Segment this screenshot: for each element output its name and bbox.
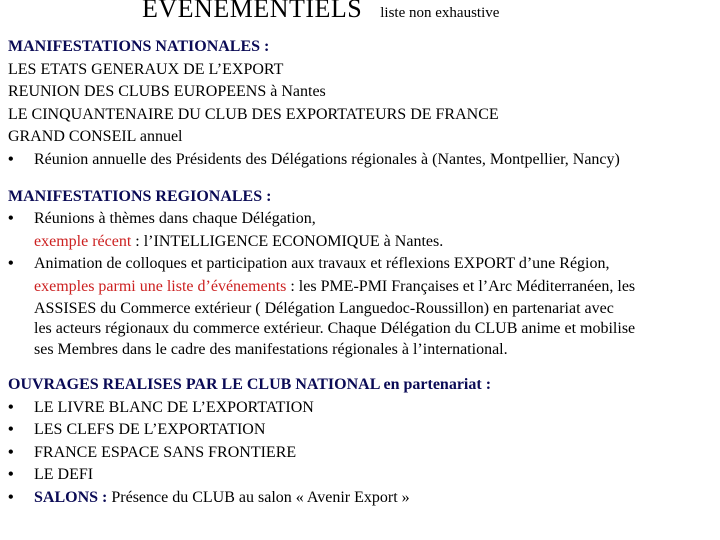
bullet-icon: • bbox=[8, 150, 14, 168]
bullet-text: LE DEFI bbox=[34, 466, 94, 484]
bullet-item bbox=[8, 464, 714, 487]
example-line bbox=[8, 276, 714, 299]
bullet-item bbox=[8, 208, 714, 231]
list-item: REUNION DES CLUBS EUROPEENS à Nantes bbox=[8, 83, 326, 101]
bullet-text: LE LIVRE BLANC DE L’EXPORTATION bbox=[34, 398, 314, 416]
example-label: exemple récent bbox=[34, 232, 132, 250]
bullet-item bbox=[8, 397, 714, 420]
paragraph-line: ses Membres dans le cadre des manifestations régionales à l’international. bbox=[34, 340, 508, 358]
bullet-text: FRANCE ESPACE SANS FRONTIERE bbox=[34, 443, 297, 461]
bullet-icon: • bbox=[8, 421, 14, 439]
bullet-item bbox=[8, 149, 714, 172]
paragraph-line: les acteurs régionaux du commerce extérieur. Chaque Délégation du CLUB anime et mobilise bbox=[34, 320, 636, 338]
list-item: LE CINQUANTENAIRE DU CLUB DES EXPORTATEURS DE FRANCE bbox=[8, 105, 499, 123]
bullet-icon: • bbox=[8, 255, 14, 273]
bullet-text: Réunions à thèmes dans chaque Délégation, bbox=[34, 210, 316, 228]
paragraph-continuation bbox=[8, 299, 714, 361]
bullet-icon: • bbox=[8, 466, 14, 484]
heading-suffix: en partenariat : bbox=[379, 376, 492, 394]
bullet-icon: • bbox=[8, 489, 14, 506]
bullet-icon: • bbox=[8, 398, 14, 416]
title-main: EVENEMENTIELS bbox=[142, 0, 363, 23]
salons-label: SALONS : bbox=[34, 489, 112, 506]
paragraph-line: ASSISES du Commerce extérieur ( Délégation Languedoc-Roussillon) en partenariat avec bbox=[34, 299, 614, 317]
bullet-item bbox=[8, 487, 714, 510]
section-heading-publications bbox=[8, 374, 714, 397]
bullet-text: Présence du CLUB au salon « Avenir Export » bbox=[111, 489, 410, 506]
bullet-item bbox=[8, 442, 714, 465]
bullet-icon: • bbox=[8, 443, 14, 461]
example-label: exemples parmi une liste d’événements bbox=[34, 277, 287, 295]
list-item: GRAND CONSEIL annuel bbox=[8, 128, 183, 146]
heading-text: OUVRAGES REALISES PAR LE CLUB NATIONAL bbox=[8, 376, 380, 394]
example-text: : les PME-PMI Françaises et l’Arc Méditerranéen, les bbox=[286, 277, 636, 295]
document-body bbox=[8, 36, 714, 510]
bullet-text: Réunion annuelle des Présidents des Délégations régionales à (Nantes, Montpellier, Nancy) bbox=[34, 150, 620, 168]
section-heading-regional: MANIFESTATIONS REGIONALES : bbox=[8, 187, 272, 205]
bullet-item bbox=[8, 419, 714, 442]
section-publications bbox=[8, 374, 714, 510]
bullet-text: Animation de colloques et participation aux travaux et réflexions EXPORT d’une Région, bbox=[34, 255, 610, 273]
section-national bbox=[8, 36, 714, 172]
bullet-item bbox=[8, 253, 714, 276]
bullet-icon: • bbox=[8, 210, 14, 228]
example-line bbox=[8, 231, 714, 254]
list-item: LES ETATS GENERAUX DE L’EXPORT bbox=[8, 60, 284, 78]
bullet-text: LES CLEFS DE L’EXPORTATION bbox=[34, 421, 266, 439]
page-title bbox=[142, 0, 499, 24]
section-regional bbox=[8, 186, 714, 360]
section-heading-national: MANIFESTATIONS NATIONALES : bbox=[8, 38, 270, 55]
title-subtitle: liste non exhaustive bbox=[380, 5, 500, 21]
example-text: : l’INTELLIGENCE ECONOMIQUE à Nantes. bbox=[131, 232, 444, 250]
